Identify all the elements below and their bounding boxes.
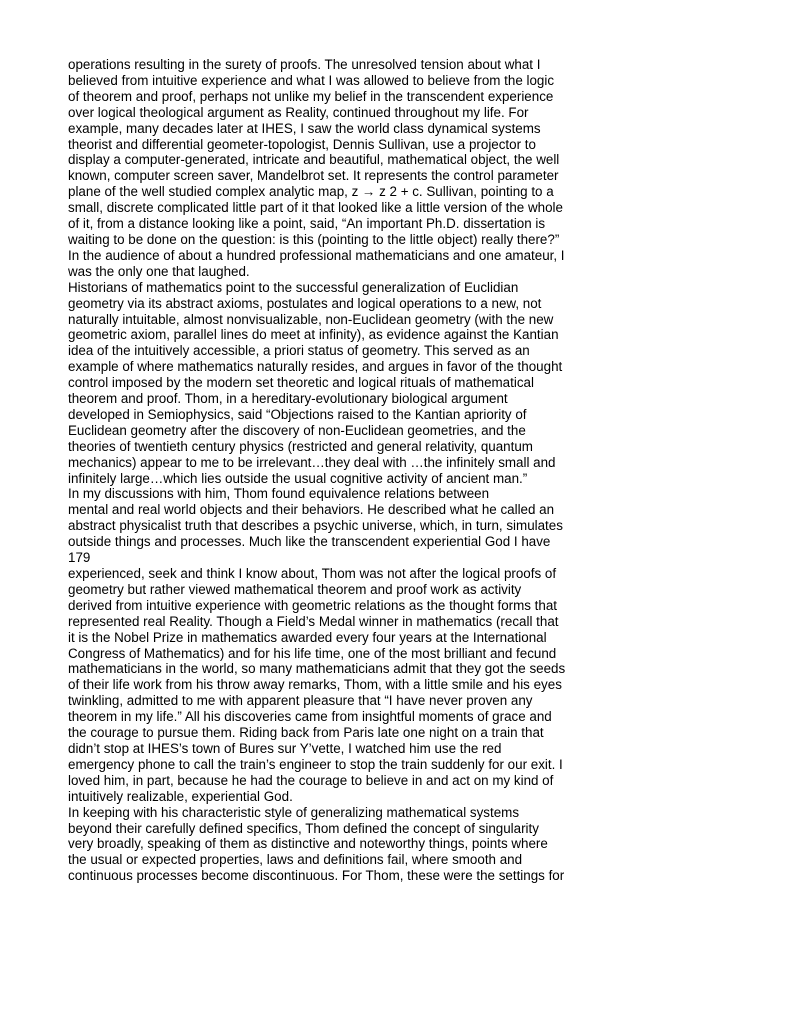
text-line: abstract physicalist truth that describes a psychic universe, which, in turn, simulates [68, 518, 563, 534]
text-line: waiting to be done on the question: is this (pointing to the little object) really there?” [68, 231, 560, 247]
text-line: Congress of Mathematics) and for his life time, one of the most brilliant and fecund [68, 645, 557, 661]
text-line: Historians of mathematics point to the successful generalization of Euclidian [68, 279, 519, 295]
text-line: mental and real world objects and their behaviors. He described what he called an [68, 502, 555, 518]
text-line: continuous processes become discontinuous. For Thom, these were the settings for [68, 868, 565, 884]
text-line: geometry but rather viewed mathematical theorem and proof work as activity [68, 581, 522, 597]
text-line: theories of twentieth century physics (restricted and general relativity, quantum [68, 438, 533, 454]
text-line: display a computer-generated, intricate and beautiful, mathematical object, the well [68, 152, 560, 168]
text-line: operations resulting in the surety of proofs. The unresolved tension about what I [68, 57, 541, 72]
text-line: In my discussions with him, Thom found equivalence relations between [68, 486, 490, 502]
text-line: example of where mathematics naturally resides, and argues in favor of the thought [68, 359, 563, 375]
text-line: emergency phone to call the train’s engineer to stop the train suddenly for our exit. I [68, 756, 563, 772]
text-line: In keeping with his characteristic style of generalizing mathematical systems [68, 804, 520, 820]
text-line: geometry via its abstract axioms, postulates and logical operations to a new, not [68, 295, 542, 311]
text-line: of their life work from his throw away remarks, Thom, with a little smile and his eyes [68, 677, 562, 693]
text-line: of it, from a distance looking like a point, said, “An important Ph.D. dissertation is [68, 216, 546, 232]
text-line: the usual or expected properties, laws and definitions fail, where smooth and [68, 852, 523, 868]
text-line: represented real Reality. Though a Field’s Medal winner in mathematics (recall that [68, 613, 559, 629]
text-line: mechanics) appear to me to be irrelevant…they deal with …the infinitely small and [68, 454, 556, 470]
text-line: loved him, in part, because he had the courage to believe in and act on my kind of [68, 772, 554, 788]
text-line: small, discrete complicated little part of it that looked like a little version of the whole [68, 200, 563, 216]
text-line: didn’t stop at IHES’s town of Bures sur Y’vette, I watched him use the red [68, 740, 502, 756]
text-line: outside things and processes. Much like the transcendent experiential God I have [68, 534, 551, 550]
text-line: experienced, seek and think I know about, Thom was not after the logical proofs of [68, 566, 557, 581]
document-page [68, 57, 648, 884]
text-line: twinkling, admitted to me with apparent pleasure that “I have never proven any [68, 693, 533, 709]
text-line: intuitively realizable, experiential God. [68, 788, 293, 804]
page-number: 179 [68, 550, 91, 566]
text-line: idea of the intuitively accessible, a priori status of geometry. This served as an [68, 343, 530, 359]
text-line: very broadly, speaking of them as distinctive and noteworthy things, points where [68, 836, 548, 852]
text-line: known, computer screen saver, Mandelbrot set. It represents the control parameter [68, 168, 559, 184]
text-line: over logical theological argument as Reality, continued throughout my life. For [68, 104, 529, 120]
text-line: naturally intuitable, almost nonvisualizable, non-Euclidean geometry (with the new [68, 311, 554, 327]
text-line: theorem in my life.” All his discoveries came from insightful moments of grace and [68, 709, 552, 725]
text-line: Euclidean geometry after the discovery of non-Euclidean geometries, and the [68, 422, 526, 438]
text-line: the courage to pursue them. Riding back from Paris late one night on a train that [68, 725, 544, 741]
text-line: example, many decades later at IHES, I saw the world class dynamical systems [68, 120, 541, 136]
text-line: control imposed by the modern set theoretic and logical rituals of mathematical [68, 375, 534, 391]
text-line: of theorem and proof, perhaps not unlike my belief in the transcendent experience [68, 88, 554, 104]
text-line: theorist and differential geometer-topologist, Dennis Sullivan, use a projector to [68, 136, 536, 152]
text-line: it is the Nobel Prize in mathematics awarded every four years at the International [68, 629, 547, 645]
text-line: In the audience of about a hundred professional mathematicians and one amateur, I [68, 247, 565, 263]
text-line: beyond their carefully defined specifics, Thom defined the concept of singularity [68, 820, 539, 836]
text-line: mathematicians in the world, so many mathematicians admit that they got the seeds [68, 661, 566, 677]
text-line: believed from intuitive experience and what I was allowed to believe from the logic [68, 72, 555, 88]
text-line: developed in Semiophysics, said “Objections raised to the Kantian apriority of [68, 406, 527, 422]
text-line: geometric axiom, parallel lines do meet at infinity), as evidence against the Kantian [68, 327, 559, 343]
text-line: infinitely large…which lies outside the usual cognitive activity of ancient man.” [68, 470, 528, 486]
text-line: derived from intuitive experience with geometric relations as the thought forms that [68, 597, 558, 613]
text-line: plane of the well studied complex analytic map, z → z 2 + c. Sullivan, pointing to a [68, 184, 554, 200]
text-line: was the only one that laughed. [68, 263, 250, 279]
text-line: theorem and proof. Thom, in a hereditary-evolutionary biological argument [68, 391, 508, 407]
